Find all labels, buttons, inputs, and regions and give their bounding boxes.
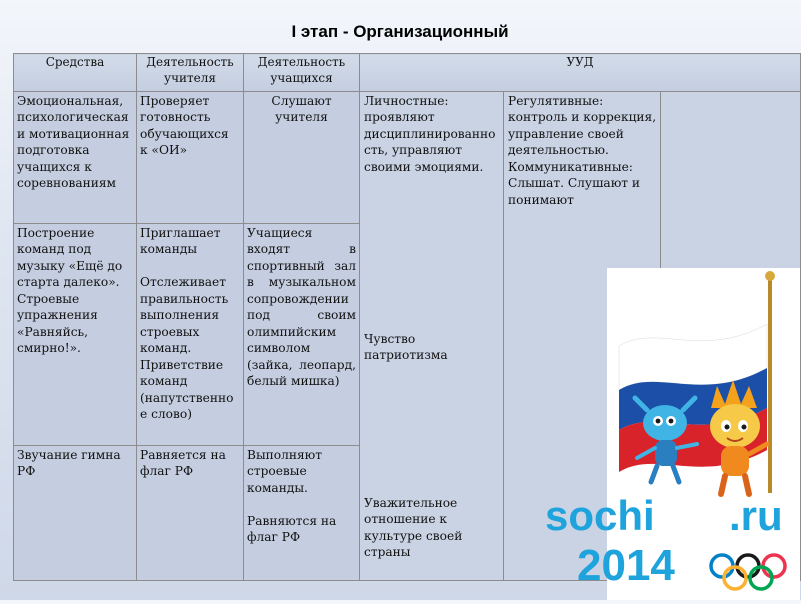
logo-year-text: 2014 (577, 541, 675, 590)
row3-teacher: Равняется на флаг РФ (137, 446, 244, 581)
header-uud: УУД (360, 54, 801, 92)
logo-ru-text: .ru (729, 492, 783, 539)
uud-personal: Личностные: проявляют дисциплинированность, управляют своими эмоциями. (364, 94, 496, 174)
slide-title: I этап - Организационный (291, 22, 509, 41)
row2-students: Учащиеся входят в спортивный зал в музыкальном сопровождении под своим олимпийским символом (зайка, леопард, белый мишка) (244, 224, 360, 446)
header-student-activity: Деятельность учащихся (244, 54, 360, 92)
olympic-rings-icon (711, 555, 785, 589)
row1-students: Слушают учителя (244, 92, 360, 224)
row1-means: Эмоциональная, психологическая и мотивационная подготовка учащихся к соревнованиям (14, 92, 137, 224)
uud-personal-column (360, 92, 504, 581)
sochi-2014-illustration (545, 268, 800, 600)
row2-means: Построение команд под музыку «Ещё до старта далеко». Строевые упражнения «Равняйсь, смирно!». (14, 224, 137, 446)
table-row (14, 92, 801, 224)
logo-sochi-text: sochi (545, 492, 655, 539)
header-row (14, 54, 801, 92)
pole-finial-icon (765, 271, 775, 281)
sochi-2014-logo (545, 492, 785, 590)
row2-teacher: Приглашает команды Отслеживает правильность выполнения строевых команд. Приветствие команд (напутственное слово) (137, 224, 244, 446)
uud-regulatory: Регулятивные: контроль и коррекция, управление своей деятельностью. Коммуникативные: Слышат. Слушают и понимают (508, 94, 657, 207)
header-means: Средства (14, 54, 137, 92)
header-teacher-activity: Деятельность учителя (137, 54, 244, 92)
row3-students: Выполняют строевые команды. Равняются на флаг РФ (244, 446, 360, 581)
uud-respect: Уважительное отношение к культуре своей страны (364, 496, 463, 560)
row1-teacher: Проверяет готовность обучающихся к «ОИ» (137, 92, 244, 224)
uud-patriotism: Чувство патриотизма (364, 332, 448, 363)
row3-means: Звучание гимна РФ (14, 446, 137, 581)
flag-mascots-logo-graphic (545, 268, 800, 600)
